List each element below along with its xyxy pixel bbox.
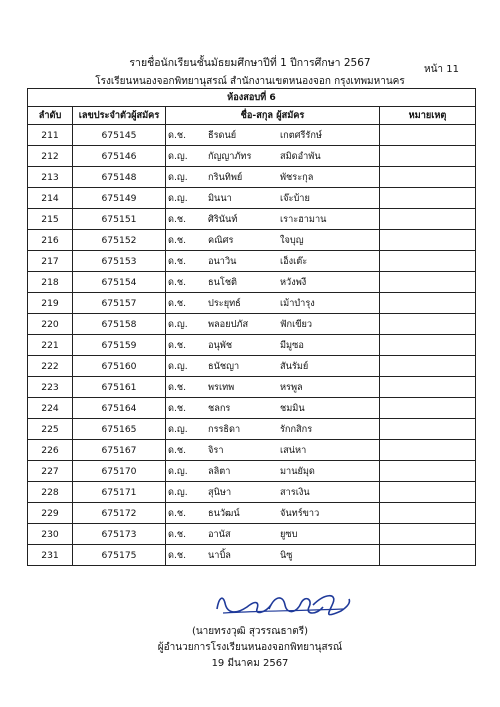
col-header-applicant-id: เลขประจำตัวผู้สมัคร [73, 107, 166, 125]
row-number: 225 [28, 419, 73, 440]
table-row [28, 398, 476, 419]
name-prefix: ด.ญ. [168, 192, 188, 204]
name-prefix: ด.ช. [168, 213, 187, 225]
applicant-name [166, 356, 380, 377]
school-name: โรงเรียนหนองจอกพิทยานุสรณ์ สำนักงานเขตหนองจอก กรุงเทพมหานคร [95, 76, 405, 87]
applicant-id: 675153 [73, 251, 166, 272]
applicant-id: 675145 [73, 125, 166, 146]
applicant-name [166, 440, 380, 461]
first-name: กรินทิพย์ [208, 171, 243, 183]
note-cell [380, 314, 476, 335]
last-name: ยูซบ [280, 528, 298, 540]
first-name: คณิศร [208, 234, 234, 246]
applicant-name [166, 335, 380, 356]
table-row [28, 293, 476, 314]
applicant-name [166, 146, 380, 167]
page-number: หน้า 11 [424, 64, 459, 75]
table-row [28, 356, 476, 377]
note-cell [380, 125, 476, 146]
note-cell [380, 377, 476, 398]
note-cell [380, 209, 476, 230]
name-prefix: ด.ช. [168, 381, 187, 393]
row-number: 226 [28, 440, 73, 461]
table-row [28, 461, 476, 482]
signature-date: 19 มีนาคม 2567 [211, 658, 289, 669]
name-prefix: ด.ช. [168, 129, 187, 141]
first-name: พรเทพ [208, 381, 235, 393]
row-number: 230 [28, 524, 73, 545]
applicant-name [166, 272, 380, 293]
note-cell [380, 251, 476, 272]
note-cell [380, 419, 476, 440]
table-row [28, 230, 476, 251]
last-name: เอ็งเต๊ะ [280, 255, 308, 267]
name-prefix: ด.ช. [168, 549, 187, 561]
applicant-id: 675172 [73, 503, 166, 524]
note-cell [380, 440, 476, 461]
first-name: ธนวัฒน์ [208, 507, 240, 519]
note-cell [380, 230, 476, 251]
row-number: 211 [28, 125, 73, 146]
last-name: สมิดอำพัน [280, 150, 321, 162]
applicant-id: 675148 [73, 167, 166, 188]
applicant-name [166, 293, 380, 314]
signer-name: (นายทรงวุฒิ สุวรรณธาตรี) [191, 626, 309, 637]
note-cell [380, 545, 476, 566]
name-prefix: ด.ญ. [168, 486, 188, 498]
name-prefix: ด.ญ. [168, 465, 188, 477]
last-name: เราะฮามาน [280, 213, 327, 225]
name-prefix: ด.ช. [168, 276, 187, 288]
name-prefix: ด.ช. [168, 234, 187, 246]
note-cell [380, 188, 476, 209]
applicant-name [166, 251, 380, 272]
name-prefix: ด.ช. [168, 402, 187, 414]
row-number: 222 [28, 356, 73, 377]
applicant-id: 675165 [73, 419, 166, 440]
last-name: สารเงิน [280, 486, 310, 498]
applicant-name [166, 524, 380, 545]
first-name: อนุพัช [208, 339, 233, 351]
note-cell [380, 356, 476, 377]
name-prefix: ด.ช. [168, 339, 187, 351]
applicant-name [166, 482, 380, 503]
table-row [28, 314, 476, 335]
last-name: มีมูซอ [280, 339, 304, 351]
name-prefix: ด.ช. [168, 528, 187, 540]
first-name: อานัส [208, 528, 231, 540]
note-cell [380, 146, 476, 167]
last-name: เจ๊ะบ้าย [280, 192, 310, 204]
name-prefix: ด.ญ. [168, 423, 188, 435]
last-name: หวังพงี [280, 276, 307, 288]
table-row [28, 125, 476, 146]
row-number: 227 [28, 461, 73, 482]
note-cell [380, 482, 476, 503]
applicant-name [166, 314, 380, 335]
table-row [28, 251, 476, 272]
name-prefix: ด.ญ. [168, 150, 188, 162]
applicant-id: 675171 [73, 482, 166, 503]
first-name: อนาวิน [208, 255, 237, 267]
applicant-id: 675170 [73, 461, 166, 482]
first-name: ประยุทธ์ [208, 297, 241, 309]
applicant-table [27, 88, 476, 566]
room-title: ห้องสอบที่ 6 [28, 89, 476, 107]
row-number: 220 [28, 314, 73, 335]
row-number: 229 [28, 503, 73, 524]
table-row [28, 209, 476, 230]
row-number: 224 [28, 398, 73, 419]
applicant-id: 675167 [73, 440, 166, 461]
applicant-id: 675173 [73, 524, 166, 545]
last-name: นิซู [280, 549, 293, 561]
row-number: 216 [28, 230, 73, 251]
note-cell [380, 272, 476, 293]
note-cell [380, 167, 476, 188]
applicant-id: 675152 [73, 230, 166, 251]
table-row [28, 167, 476, 188]
document-title: รายชื่อนักเรียนชั้นมัธยมศึกษาปีที่ 1 ปีการศึกษา 2567 [129, 57, 371, 69]
applicant-id: 675151 [73, 209, 166, 230]
first-name: ธนัชญา [208, 360, 240, 372]
applicant-name [166, 125, 380, 146]
applicant-name [166, 230, 380, 251]
applicant-id: 675159 [73, 335, 166, 356]
row-number: 213 [28, 167, 73, 188]
name-prefix: ด.ญ. [168, 360, 188, 372]
note-cell [380, 524, 476, 545]
signer-position: ผู้อำนวยการโรงเรียนหนองจอกพิทยานุสรณ์ [157, 642, 343, 653]
last-name: เม้าบำรุง [280, 297, 315, 309]
note-cell [380, 398, 476, 419]
note-cell [380, 335, 476, 356]
applicant-name [166, 188, 380, 209]
applicant-id: 675175 [73, 545, 166, 566]
applicant-id: 675160 [73, 356, 166, 377]
applicant-id: 675149 [73, 188, 166, 209]
row-number: 218 [28, 272, 73, 293]
applicant-id: 675164 [73, 398, 166, 419]
first-name: กัญญาภัทร [208, 150, 252, 162]
row-number: 212 [28, 146, 73, 167]
table-body [28, 125, 476, 566]
first-name: มินนา [208, 192, 232, 204]
applicant-name [166, 545, 380, 566]
table-row [28, 503, 476, 524]
first-name: ศิรินันท์ [208, 213, 238, 225]
note-cell [380, 503, 476, 524]
applicant-id: 675161 [73, 377, 166, 398]
first-name: ธนโชติ [208, 276, 238, 288]
name-prefix: ด.ช. [168, 297, 187, 309]
last-name: มานยัมุด [280, 465, 315, 477]
applicant-name [166, 167, 380, 188]
first-name: ธีรดนย์ [208, 129, 237, 141]
table-row [28, 419, 476, 440]
col-header-no: ลำดับ [28, 107, 73, 125]
last-name: ฟักเขียว [280, 318, 313, 330]
table-row [28, 545, 476, 566]
col-header-note: หมายเหตุ [380, 107, 476, 125]
first-name: จิรา [208, 444, 224, 456]
first-name: กรรธิดา [208, 423, 241, 435]
first-name: นาบิ้ล [208, 549, 231, 561]
applicant-name [166, 209, 380, 230]
applicant-name [166, 377, 380, 398]
note-cell [380, 293, 476, 314]
table-row [28, 272, 476, 293]
first-name: ลลิตา [208, 465, 231, 477]
signature-image [213, 589, 353, 621]
row-number: 228 [28, 482, 73, 503]
applicant-id: 675146 [73, 146, 166, 167]
row-number: 219 [28, 293, 73, 314]
table-row [28, 188, 476, 209]
row-number: 214 [28, 188, 73, 209]
last-name: พัชระกุล [280, 171, 314, 183]
name-prefix: ด.ช. [168, 507, 187, 519]
last-name: รักกสิกร [280, 423, 313, 435]
table-row [28, 482, 476, 503]
table-row [28, 335, 476, 356]
first-name: พลอยปภัส [208, 318, 249, 330]
last-name: จันทร์ขาว [280, 507, 320, 519]
last-name: สันรัมย์ [280, 360, 309, 372]
table-row [28, 524, 476, 545]
applicant-name [166, 503, 380, 524]
applicant-id: 675157 [73, 293, 166, 314]
row-number: 215 [28, 209, 73, 230]
name-prefix: ด.ช. [168, 444, 187, 456]
table-row [28, 377, 476, 398]
applicant-name [166, 419, 380, 440]
first-name: สุนิษา [208, 486, 232, 498]
applicant-id: 675158 [73, 314, 166, 335]
last-name: ใจบุญ [280, 234, 304, 246]
table-row [28, 146, 476, 167]
last-name: ชมมิน [280, 402, 305, 414]
applicant-name [166, 398, 380, 419]
note-cell [380, 461, 476, 482]
name-prefix: ด.ญ. [168, 318, 188, 330]
name-prefix: ด.ช. [168, 255, 187, 267]
last-name: เกตศรีรักษ์ [280, 129, 322, 141]
col-header-name: ชื่อ-สกุล ผู้สมัคร [166, 107, 380, 125]
first-name: ชลกร [208, 402, 231, 414]
row-number: 231 [28, 545, 73, 566]
last-name: เสน่หา [280, 444, 307, 456]
applicant-name [166, 461, 380, 482]
row-number: 221 [28, 335, 73, 356]
applicant-id: 675154 [73, 272, 166, 293]
row-number: 223 [28, 377, 73, 398]
row-number: 217 [28, 251, 73, 272]
name-prefix: ด.ญ. [168, 171, 188, 183]
last-name: หรพูล [280, 381, 303, 393]
table-row [28, 440, 476, 461]
